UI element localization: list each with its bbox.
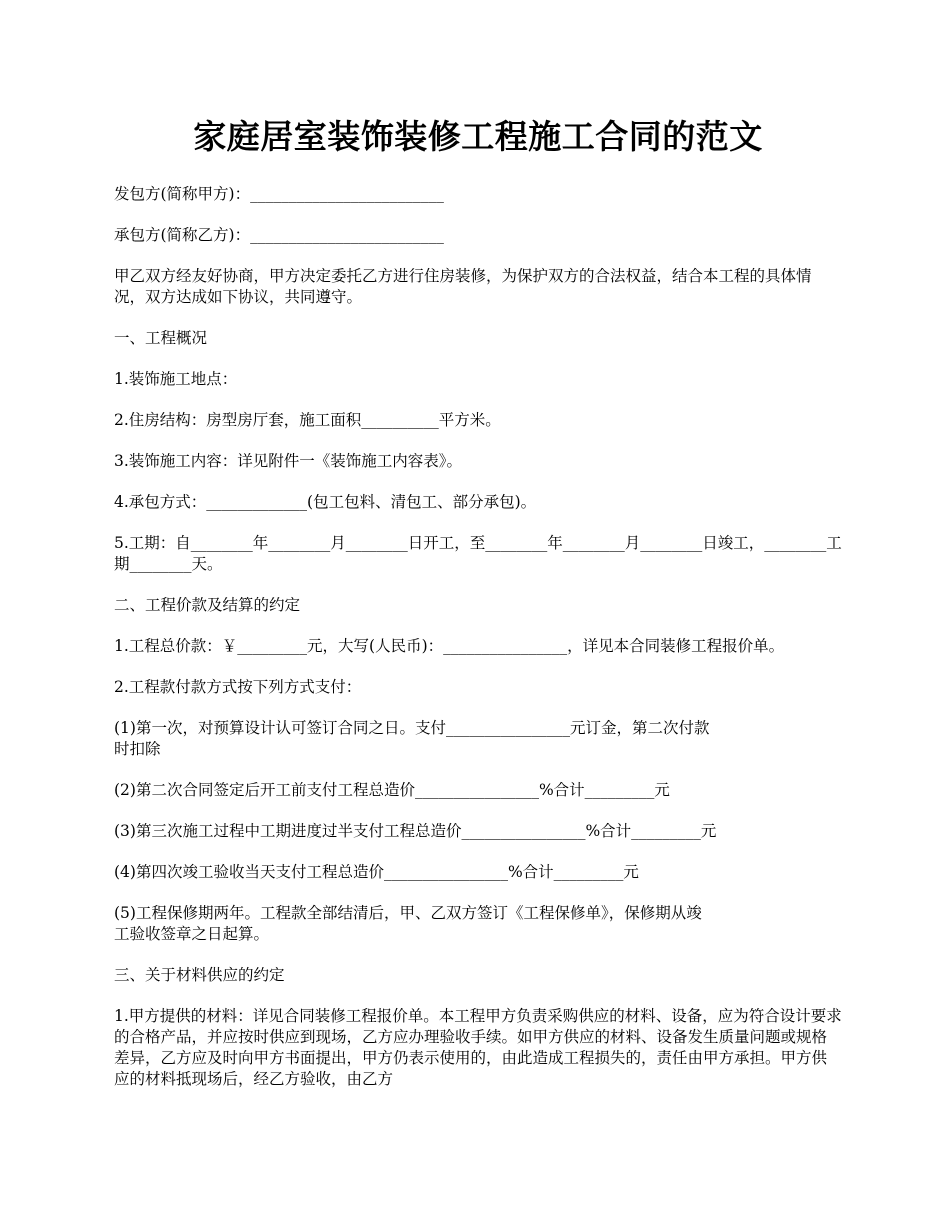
section-heading-3: 三、关于材料供应的约定: [114, 966, 285, 984]
document-title: 家庭居室装饰装修工程施工合同的范文: [193, 117, 763, 156]
party-a-line: 发包方(简称甲方)：_________________________: [114, 185, 444, 203]
payment-item-5: (5)工程保修期两年。工程款全部结清后，甲、乙双方签订《工程保修单》，保修期从竣 工验收签章之日起算。: [114, 904, 702, 943]
section-heading-1: 一、工程概况: [114, 329, 208, 347]
clause-1-4: 4.承包方式：_____________(包工包料、清包工、部分承包)。: [114, 493, 537, 511]
clause-1-3: 3.装饰施工内容：详见附件一《装饰施工内容表》。: [114, 452, 463, 470]
section-heading-2: 二、工程价款及结算的约定: [114, 596, 301, 614]
payment-item-4: (4)第四次竣工验收当天支付工程总造价________________%合计_________元: [114, 863, 639, 881]
preamble-paragraph: 甲乙双方经友好协商，甲方决定委托乙方进行住房装修，为保护双方的合法权益，结合本工程的具体情况，双方达成如下协议，共同遵守。: [114, 267, 812, 306]
clause-1-1: 1.装饰施工地点：: [114, 370, 238, 388]
payment-item-3: (3)第三次施工过程中工期进度过半支付工程总造价________________%合计_________元: [114, 822, 717, 840]
clause-3-1: 1.甲方提供的材料：详见合同装修工程报价单。本工程甲方负责采购供应的材料、设备，应为符合设计要求的合格产品，并应按时供应到现场，乙方应办理验收手续。如甲方供应的材料、设备发生质量问题或规格差异，乙方应及时向甲方书面提出，甲方仍表示使用的，由此造成工程损失的，责任由甲方承担。甲方供应的材料抵现场后，经乙方验收，由乙方: [114, 1007, 842, 1088]
payment-item-1: (1)第一次，对预算设计认可签订合同之日。支付________________元订金，第二次付款 时扣除: [114, 719, 710, 758]
clause-2-1: 1.工程总价款：￥_________元，大写(人民币)：________________，详见本合同装修工程报价单。: [114, 637, 785, 655]
party-b-line: 承包方(简称乙方)：_________________________: [114, 226, 444, 244]
payment-item-2: (2)第二次合同签定后开工前支付工程总造价________________%合计_________元: [114, 781, 670, 799]
document-page: [114, 112, 842, 1110]
clause-1-5: 5.工期：自________年________月________日开工，至________年________月________日竣工，________工期________天。: [114, 534, 842, 573]
clause-2-2: 2.工程款付款方式按下列方式支付：: [114, 678, 362, 696]
clause-1-2: 2.住房结构：房型房厅套，施工面积__________平方米。: [114, 411, 501, 429]
